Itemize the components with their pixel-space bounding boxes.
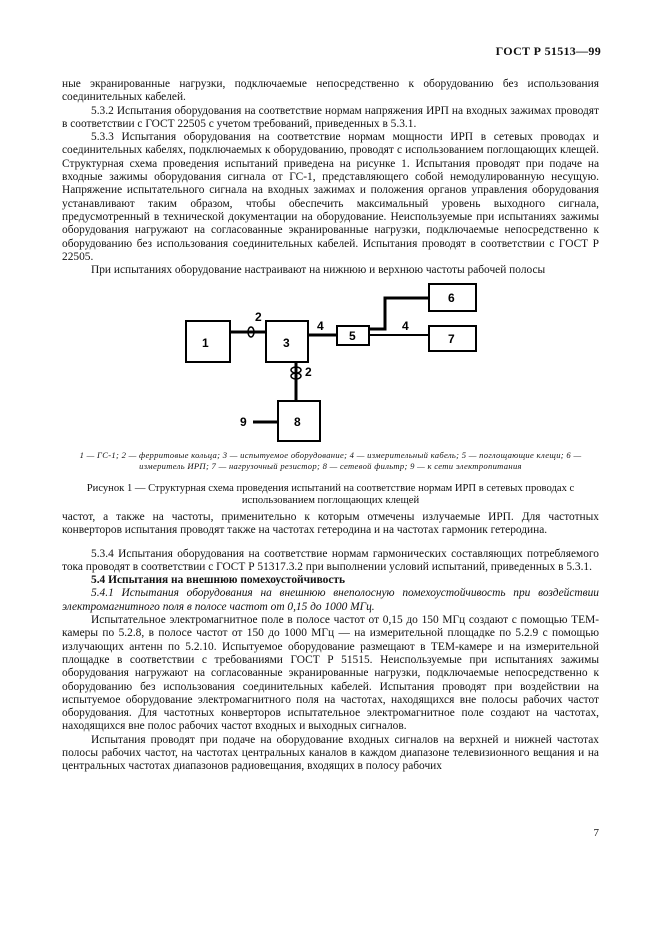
paragraph-5-3-4: 5.3.4 Испытания оборудования на соответствие нормам гармонических составляющих потребляемого тока проводят в соответствии с ГОСТ Р 51317.3.2 при выполнении условий испытаний, приведенных в 5.3.1. <box>62 547 599 573</box>
paragraph-5-4-1-body: Испытательное электромагнитное поле в полосе частот от 0,15 до 150 МГц создают с помощью ТЕМ-камеры по 5.2.8, в полосе частот от 150 до 1000 МГц — на измерительной площадке по 5.2.9 с помощью излучающих антенн по 5.2.10. Испытуемое оборудование размещают в ТЕМ-камере и на измерительной площадке в соответствии с требованиями ГОСТ Р 51515. Неиспользуемые при испытаниях зажимы оборудования нагружают на согласованные экранированные нагрузки, подключаемые непосредственно к оборудованию без использования соединительных кабелей. Испытания проводят при воздействии на испытуемое оборудование электромагнитного поля на частотах, находящихся вне полосы рабочих частот оборудования. Для частотных конверторов испытательное электромагнитное поле создают на частотах, находящихся вне полос рабочих частот входных и выходных сигналов. <box>62 614 599 733</box>
page-number: 7 <box>593 827 599 839</box>
label-block-6: 6 <box>448 291 455 305</box>
label-block-7: 7 <box>448 332 455 346</box>
label-mains: 9 <box>240 415 247 429</box>
label-ferrite-bottom: 2 <box>305 365 312 379</box>
document-header: ГОСТ Р 51513—99 <box>495 44 601 58</box>
label-cable-a: 4 <box>317 319 324 333</box>
text-block-bottom <box>62 511 599 774</box>
figure-legend: 1 — ГС-1; 2 — ферритовые кольца; 3 — испытуемое оборудование; 4 — измерительный кабель; 5 — поглощающие клещи; 6 — измеритель ИРП; 7 — нагрузочный резистор; 8 — сетевой фильтр; 9 — к сети электропитания <box>79 450 582 471</box>
paragraph-5-3-3-continued: При испытаниях оборудование настраивают на нижнюю и верхнюю частоты рабочей полосы <box>91 264 546 277</box>
label-block-3: 3 <box>283 336 290 350</box>
section-heading-5-4: 5.4 Испытания на внешнюю помехоустойчивость <box>91 574 346 587</box>
paragraph-5-4-1-tail: Испытания проводят при подаче на оборудование входных сигналов на верхней и нижней частотах полосы рабочих частот, на частотах центральных каналов в каждом диапазоне телевизионного вещания и на центральных частотах диапазонов радиовещания, входящих в полосу рабочих <box>62 733 599 773</box>
paragraph: частот, а также на частоты, применительно к которым отмечены излучаемые ИРП. Для частотных конверторов испытания проводят также на частотах гетеродина и на частотах гармоник гетеродина. <box>62 511 599 537</box>
label-block-1: 1 <box>202 336 209 350</box>
label-block-8: 8 <box>294 415 301 429</box>
paragraph-5-4-1: 5.4.1 Испытания оборудования на внешнюю внеполосную помехоустойчивость при воздействии электромагнитного поля в полосе частот от 0,15 до 1000 МГц. <box>62 587 599 613</box>
label-cable-b: 4 <box>402 319 409 333</box>
paragraph-5-3-3: 5.3.3 Испытания оборудования на соответствие нормам мощности ИРП в сетевых проводах и соединительных кабелях, подключаемых к оборудованию, проводят с использованием поглощающих клещей. Структурная схема проведения испытаний приведена на рисунке 1. Испытания проводят при подаче на входные зажимы оборудования сигнала от ГС-1, представляющего собой немодулированную несущую. Напряжение испытательного сигнала на входных зажимах и положения органов управления оборудования устанавливают таким образом, чтобы обеспечить максимальный уровень выходного сигнала, предусмотренный в технической документации на оборудование. Неиспользуемые при испытаниях зажимы оборудования нагружают на согласованные экранированные нагрузки, подключаемые непосредственно к оборудованию без использования соединительных кабелей. Испытания проводят в соответствии с ГОСТ Р 22505. <box>62 131 599 263</box>
block-diagram <box>0 282 661 442</box>
text-block-top <box>62 78 599 277</box>
paragraph-5-3-2: 5.3.2 Испытания оборудования на соответствие нормам напряжения ИРП на входных зажимах проводят в соответствии с ГОСТ 22505 с учетом требований, приведенных в 5.3.1. <box>62 104 599 130</box>
figure-caption: Рисунок 1 — Структурная схема проведения испытаний на соответствие нормам ИРП в сетевых проводах с использованием поглощающих клещей <box>86 483 575 506</box>
label-block-5: 5 <box>349 329 356 343</box>
paragraph: ные экранированные нагрузки, подключаемые непосредственно к оборудованию без использования соединительных кабелей. <box>62 78 599 104</box>
label-ferrite-top: 2 <box>255 310 262 324</box>
